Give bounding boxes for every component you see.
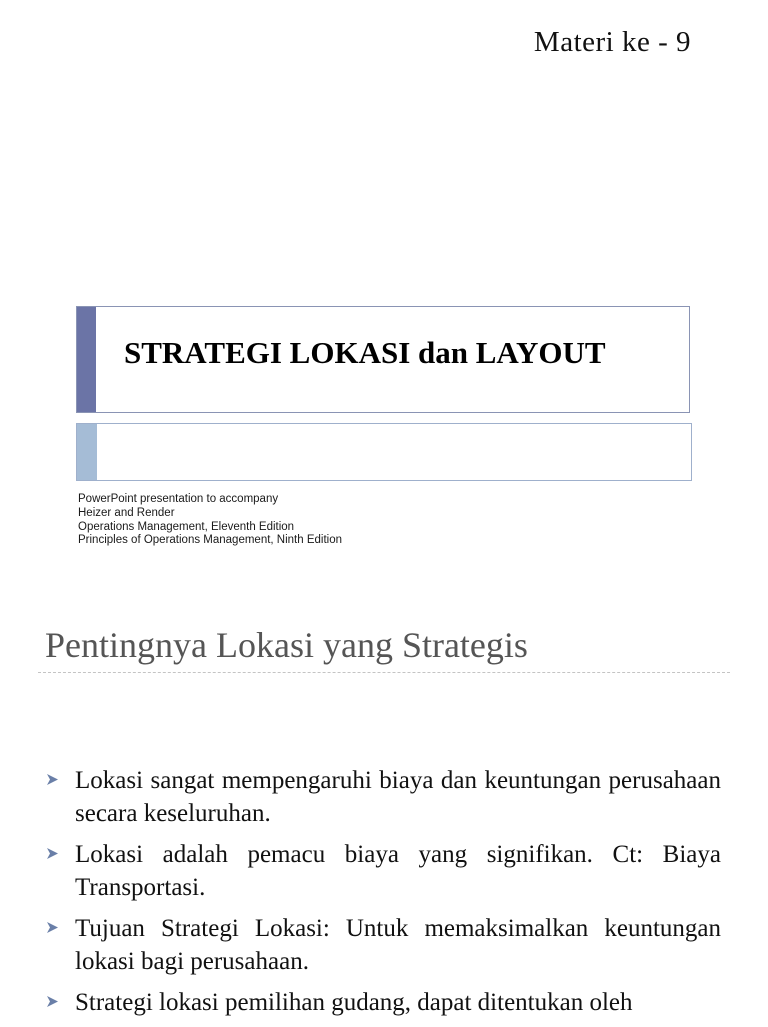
list-item [45, 838, 721, 904]
credits-line: Principles of Operations Management, Ninth Edition [78, 534, 343, 547]
bullet-list [45, 764, 721, 1027]
arrow-bullet-icon [45, 989, 61, 1013]
bullet-text: Strategi lokasi pemilihan gudang, dapat ditentukan oleh [75, 989, 633, 1016]
slide-number-label: Materi ke - 9 [533, 26, 691, 58]
bullet-text: Tujuan Strategi Lokasi: Untuk memaksimalkan keuntungan lokasi bagi perusahaan. [75, 915, 721, 975]
title-box [76, 306, 690, 413]
list-item [45, 986, 721, 1019]
list-item [45, 912, 721, 978]
arrow-bullet-icon [45, 767, 61, 791]
section-title: Pentingnya Lokasi yang Strategis [45, 625, 528, 665]
section-divider [38, 672, 730, 673]
credits-line: Operations Management, Eleventh Edition [78, 520, 295, 533]
subtitle-accent-bar [77, 424, 97, 480]
credits-line: Heizer and Render [78, 506, 175, 519]
credits-line: PowerPoint presentation to accompany [78, 493, 279, 505]
bullet-text: Lokasi sangat mempengaruhi biaya dan keuntungan perusahaan secara keseluruhan. [75, 767, 721, 827]
bullet-text: Lokasi adalah pemacu biaya yang signifikan. Ct: Biaya Transportasi. [75, 841, 721, 901]
arrow-bullet-icon [45, 841, 61, 865]
arrow-bullet-icon [45, 915, 61, 939]
title-accent-bar [77, 307, 96, 412]
subtitle-box [76, 423, 692, 481]
credits-block [78, 493, 342, 548]
slide-title: STRATEGI LOKASI dan LAYOUT [124, 335, 606, 370]
list-item [45, 764, 721, 830]
